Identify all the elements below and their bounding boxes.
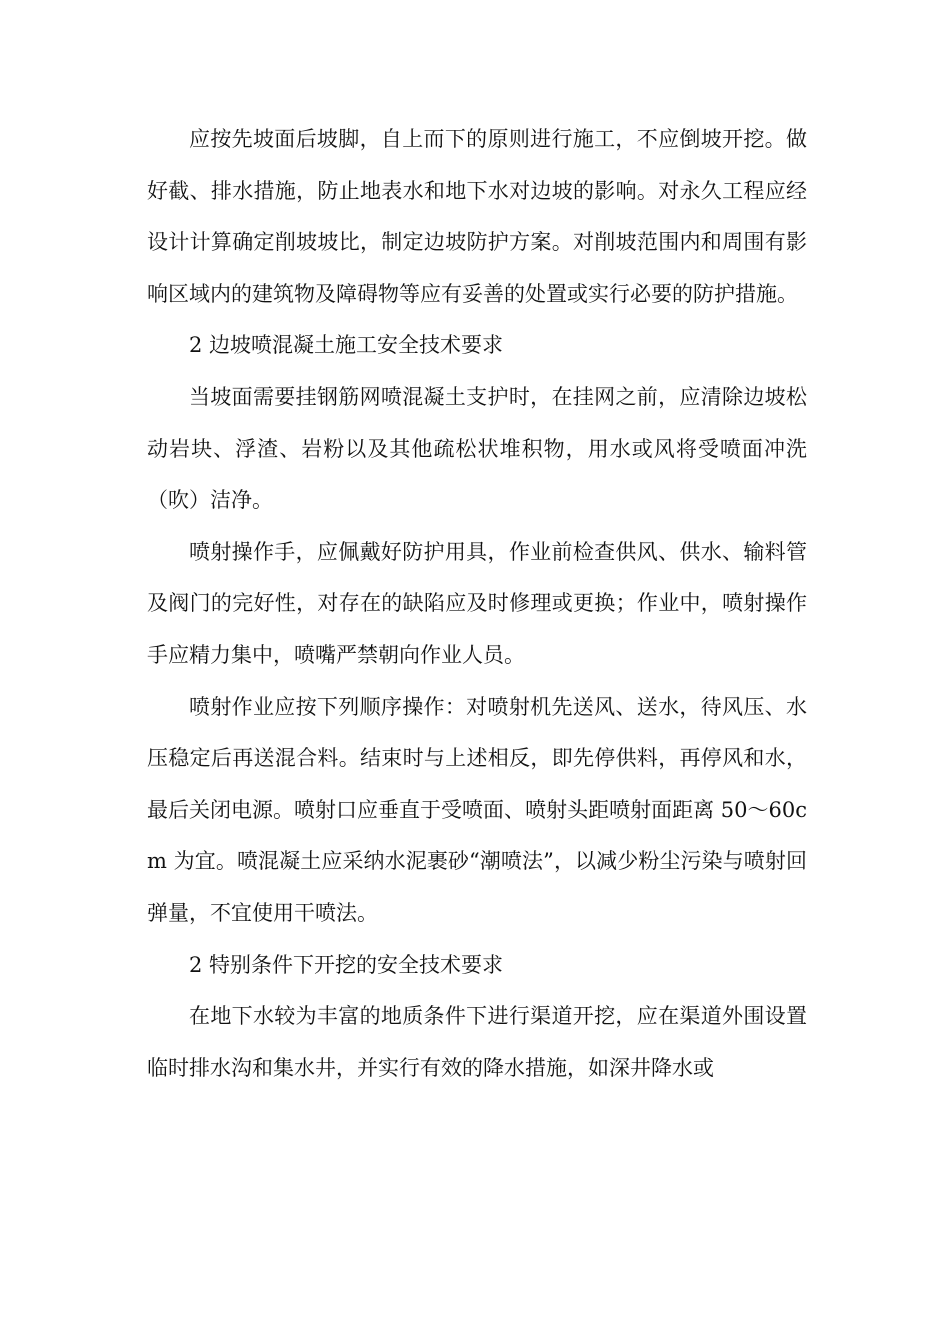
paragraph-spraying-sequence: 喷射作业应按下列顺序操作：对喷射机先送风、送水，待风压、水压稳定后再送混合料。结束时与上述相反，即先停供料，再停风和水，最后关闭电源。喷射口应垂直于受喷面、喷射头距喷射面距离 50～60cm 为宜。喷混凝土应采纳水泥裹砂“潮喷法”，以减少粉尘污染与喷射回弹量，不宜使用干喷法。 bbox=[147, 694, 807, 925]
section-heading-special-conditions: 2 特别条件下开挖的安全技术要求 bbox=[189, 952, 504, 977]
document-body bbox=[147, 114, 807, 1094]
section-heading-shotcrete: 2 边坡喷混凝土施工安全技术要求 bbox=[189, 333, 504, 358]
paragraph-slope-excavation-order: 应按先坡面后坡脚，自上而下的原则进行施工，不应倒坡开挖。做好截、排水措施，防止地表水和地下水对边坡的影响。对永久工程应经设计计算确定削坡坡比，制定边坡防护方案。对削坡范围内和周围有影响区域内的建筑物及障碍物等应有妥善的处置或实行必要的防护措施。 bbox=[147, 127, 807, 306]
paragraph-mesh-preparation: 当坡面需要挂钢筋网喷混凝土支护时，在挂网之前，应清除边坡松动岩块、浮渣、岩粉以及其他疏松状堆积物，用水或风将受喷面冲洗（吹）洁净。 bbox=[147, 384, 807, 513]
paragraph-operator-protection: 喷射操作手，应佩戴好防护用具，作业前检查供风、供水、输料管及阀门的完好性，对存在的缺陷应及时修理或更换；作业中，喷射操作手应精力集中，喷嘴严禁朝向作业人员。 bbox=[147, 539, 807, 667]
paragraph-groundwater-excavation: 在地下水较为丰富的地质条件下进行渠道开挖，应在渠道外围设置临时排水沟和集水井，并实行有效的降水措施，如深井降水或 bbox=[147, 1004, 807, 1080]
